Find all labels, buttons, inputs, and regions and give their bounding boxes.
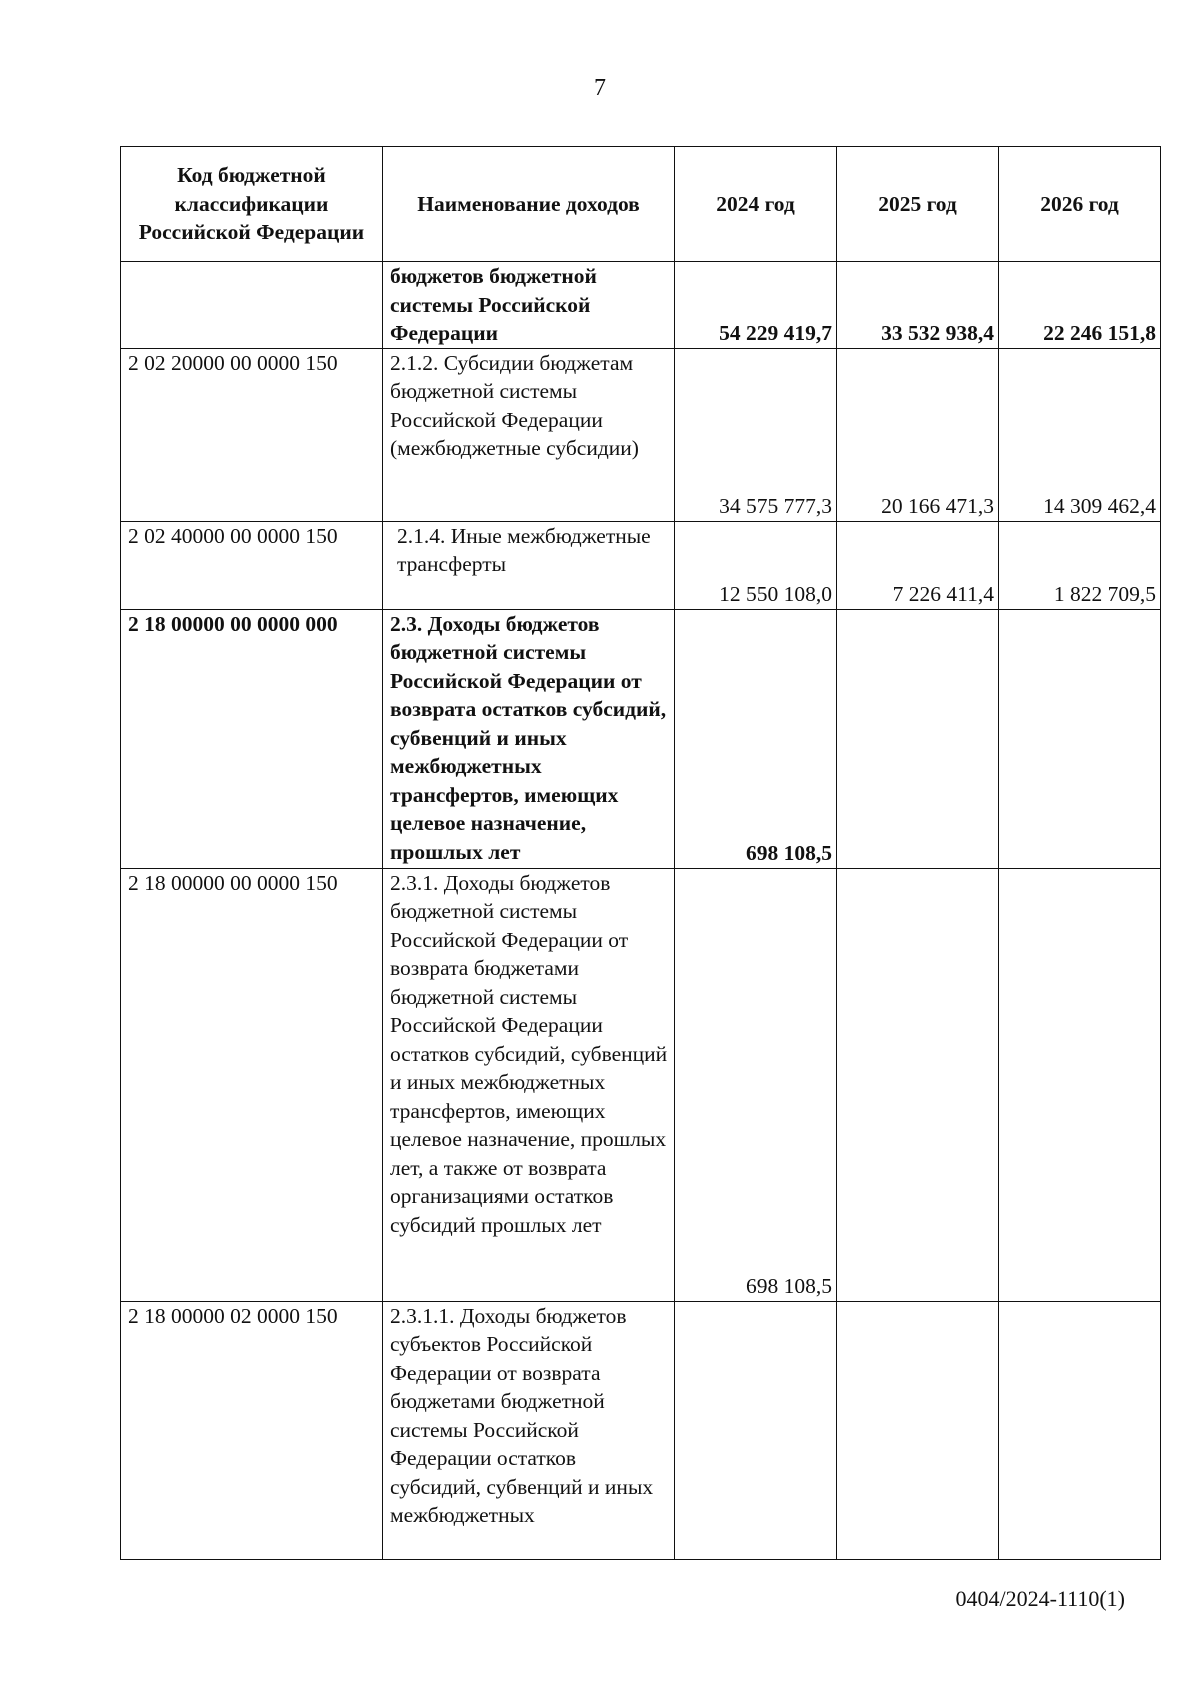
row-value-2024: 12 550 108,0 <box>675 521 837 609</box>
row-value-2025: 7 226 411,4 <box>837 521 999 609</box>
row-value-2024 <box>675 1301 837 1559</box>
header-code: Код бюджетной классификации Российской Федерации <box>121 147 383 262</box>
table-row <box>121 1301 1161 1559</box>
header-2026: 2026 год <box>999 147 1161 262</box>
row-value-2026: 14 309 462,4 <box>999 348 1161 521</box>
row-value-2025: 20 166 471,3 <box>837 348 999 521</box>
row-value-2024: 54 229 419,7 <box>675 262 837 349</box>
row-name: 2.1.2. Субсидии бюджетам бюджетной системы Российской Федерации (межбюджетные субсидии) <box>383 348 675 521</box>
row-code: 2 18 00000 00 0000 000 <box>121 609 383 868</box>
row-code: 2 02 40000 00 0000 150 <box>121 521 383 609</box>
table-row <box>121 348 1161 521</box>
row-value-2024: 698 108,5 <box>675 609 837 868</box>
row-value-2026: 22 246 151,8 <box>999 262 1161 349</box>
row-value-2025 <box>837 1301 999 1559</box>
header-name: Наименование доходов <box>383 147 675 262</box>
row-name: бюджетов бюджетной системы Российской Федерации <box>383 262 675 349</box>
row-code <box>121 262 383 349</box>
row-value-2026 <box>999 609 1161 868</box>
row-value-2024: 34 575 777,3 <box>675 348 837 521</box>
row-code: 2 18 00000 02 0000 150 <box>121 1301 383 1559</box>
row-code: 2 02 20000 00 0000 150 <box>121 348 383 521</box>
table-row <box>121 609 1161 868</box>
row-code: 2 18 00000 00 0000 150 <box>121 868 383 1301</box>
document-id: 0404/2024-1110(1) <box>955 1586 1125 1611</box>
row-name: 2.3.1. Доходы бюджетов бюджетной системы Российской Федерации от возврата бюджетами бюджетной системы Российской Федерации остатков субсидий, субвенций и иных межбюджетных трансфертов, имеющих целевое назначение, прошлых лет, а также от возврата организациями остатков субсидий прошлых лет <box>383 868 675 1301</box>
header-2025: 2025 год <box>837 147 999 262</box>
row-name: 2.3.1.1. Доходы бюджетов субъектов Российской Федерации от возврата бюджетами бюджетной системы Российской Федерации остатков субсидий, субвенций и иных межбюджетных <box>383 1301 675 1559</box>
row-value-2025: 33 532 938,4 <box>837 262 999 349</box>
table-row <box>121 521 1161 609</box>
row-value-2026 <box>999 868 1161 1301</box>
row-value-2026 <box>999 1301 1161 1559</box>
table-row <box>121 262 1161 349</box>
page-number: 7 <box>594 75 606 101</box>
budget-revenue-table <box>120 146 1161 1560</box>
row-name: 2.1.4. Иные межбюджетные трансферты <box>383 521 675 609</box>
row-value-2025 <box>837 868 999 1301</box>
row-value-2026: 1 822 709,5 <box>999 521 1161 609</box>
row-value-2024: 698 108,5 <box>675 868 837 1301</box>
row-value-2025 <box>837 609 999 868</box>
header-2024: 2024 год <box>675 147 837 262</box>
table-row <box>121 868 1161 1301</box>
row-name: 2.3. Доходы бюджетов бюджетной системы Российской Федерации от возврата остатков субсидий, субвенций и иных межбюджетных трансфертов, имеющих целевое назначение, прошлых лет <box>383 609 675 868</box>
table-header-row <box>121 147 1161 262</box>
